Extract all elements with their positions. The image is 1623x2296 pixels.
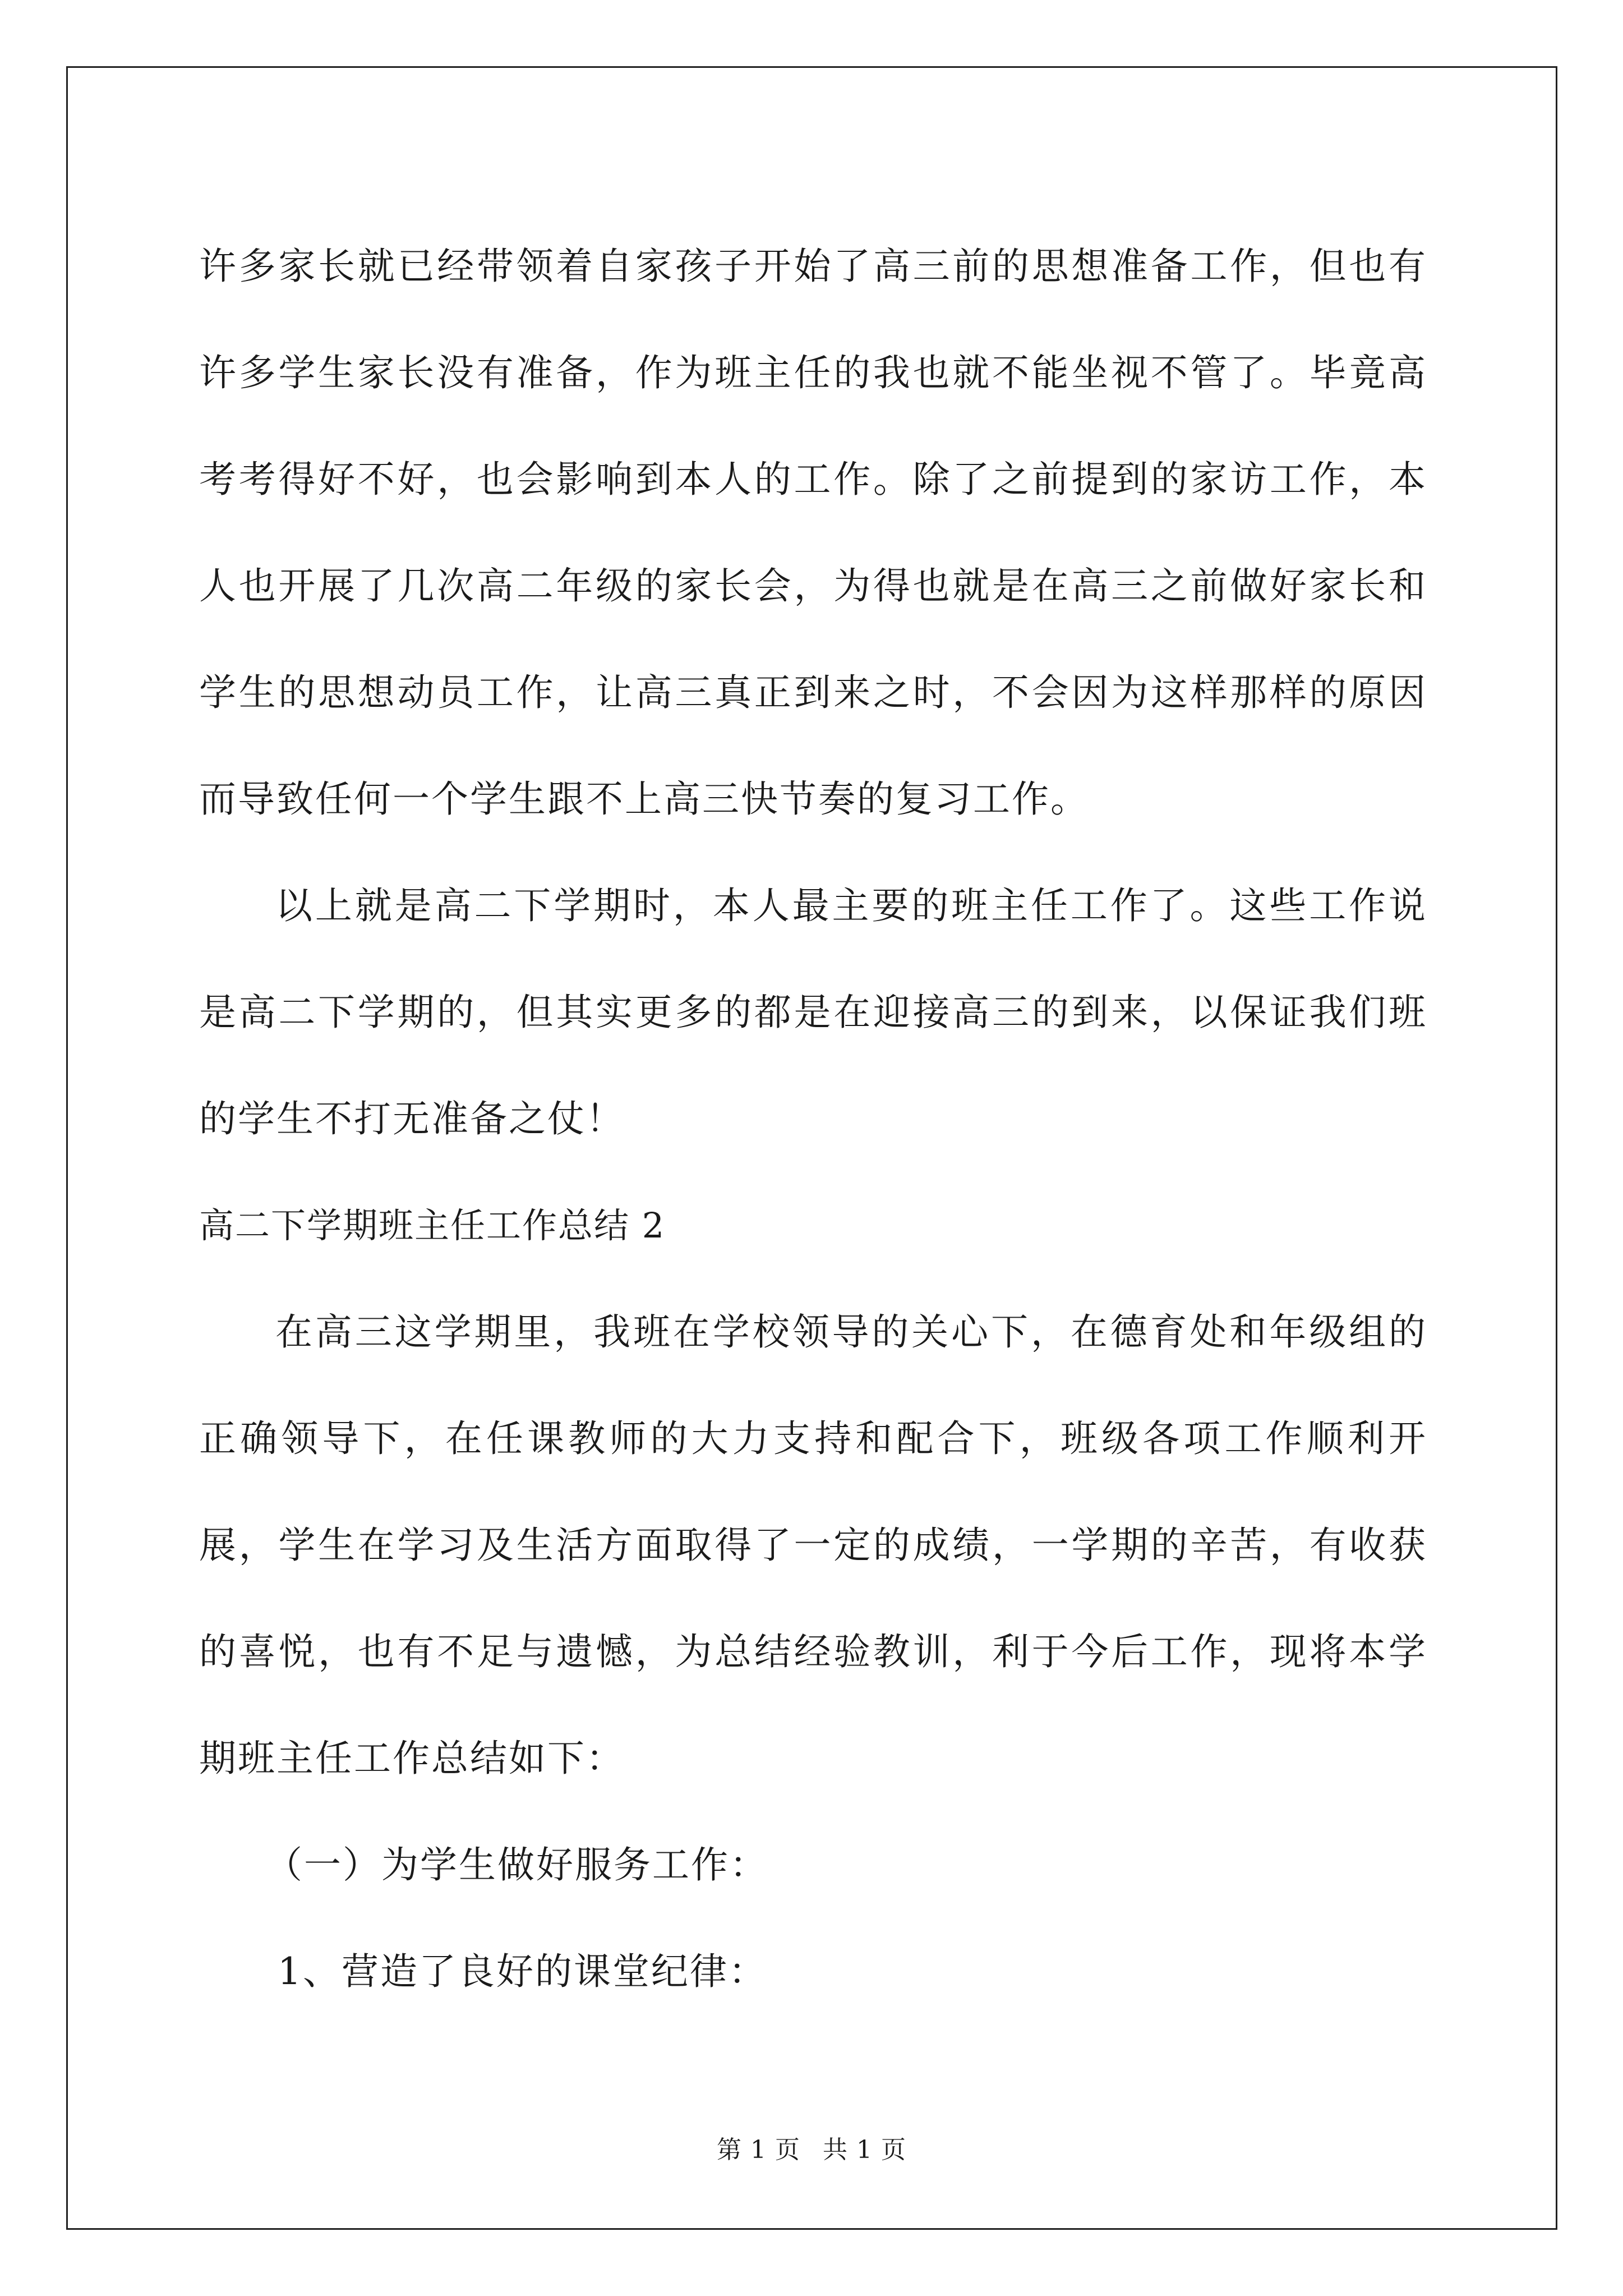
list-item-heading: 1、营造了良好的课堂纪律：: [278, 1950, 767, 1993]
body-paragraph: 以上就是高二下学期时，本人最主要的班主任工作了。这些工作说是高二下学期的，但其实更多的都是在迎接高三的到来，以保证我们班的学生不打无准备之仗！: [199, 884, 1427, 1140]
page-footer: [0, 2129, 1623, 2165]
page-total: 共 1 页: [823, 2136, 906, 2164]
page-number: 第 1 页: [717, 2136, 800, 2164]
body-paragraph: 许多家长就已经带领着自家孩子开始了高三前的思想准备工作，但也有许多学生家长没有准备，作为班主任的我也就不能坐视不管了。毕竟高考考得好不好，也会影响到本人的工作。除了之前提到的家访工作，本人也开展了几次高二年级的家长会，为得也就是在高三之前做好家长和学生的思想动员工作，让高三真正到来之时，不会因为这样那样的原因而导致任何一个学生跟不上高三快节奏的复习工作。: [199, 245, 1427, 821]
body-paragraph: 在高三这学期里，我班在学校领导的关心下，在德育处和年级组的正确领导下，在任课教师的大力支持和配合下，班级各项工作顺利开展，学生在学习及生活方面取得了一定的成绩，一学期的辛苦，有收获的喜悦，也有不足与遗憾，为总结经验教训，利于今后工作，现将本学期班主任工作总结如下：: [199, 1310, 1427, 1780]
subsection-heading: （一）为学生做好服务工作：: [265, 1843, 768, 1887]
document-body: [199, 213, 1427, 2025]
section-heading: 高二下学期班主任工作总结 2: [199, 1205, 666, 1246]
